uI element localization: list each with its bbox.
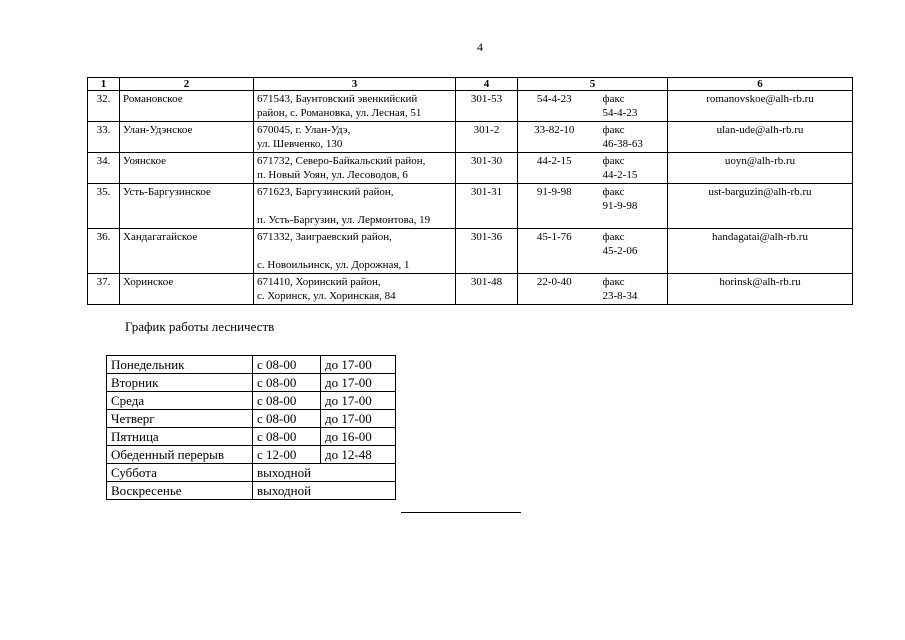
table-row [88,91,853,122]
schedule-day: Воскресенье [107,482,253,500]
schedule-day: Среда [107,392,253,410]
row-number: 34. [88,153,120,184]
email-address: uoyn@alh-rb.ru [668,153,853,184]
schedule-day: Понедельник [107,356,253,374]
schedule-value: выходной [253,464,396,482]
phone-number: 33-82-10 [518,122,591,153]
fax-label: факс [602,186,625,198]
schedule-value: выходной [253,482,396,500]
schedule-to: до 12-48 [321,446,396,464]
column-header: 5 [518,78,668,91]
schedule-from: с 12-00 [253,446,321,464]
address-line-1: 671332, Заиграевский район, [257,231,392,243]
column-header: 6 [668,78,853,91]
email-address: handagatai@alh-rb.ru [668,229,853,274]
phone-number: 45-1-76 [518,229,591,274]
schedule-from: с 08-00 [253,374,321,392]
forestry-name: Хандагатайское [120,229,254,274]
schedule-from: с 08-00 [253,428,321,446]
dial-code: 301-36 [456,229,518,274]
fax-cell [591,274,668,305]
fax-label: факс [602,155,625,167]
table-header-row [88,78,853,91]
fax-number: 54-4-23 [602,107,638,119]
schedule-to: до 17-00 [321,374,396,392]
table-row [88,122,853,153]
dial-code: 301-2 [456,122,518,153]
address-line-2: п. Усть-Баргузин, ул. Лермонтова, 19 [257,214,431,226]
row-number: 37. [88,274,120,305]
schedule-title: График работы лесничеств [125,319,275,334]
schedule-to: до 17-00 [321,410,396,428]
address-line-1: 670045, г. Улан-Удэ, [257,124,351,136]
email-address: ulan-ude@alh-rb.ru [668,122,853,153]
schedule-day: Пятница [107,428,253,446]
table-row [88,274,853,305]
forestry-name: Улан-Удэнское [120,122,254,153]
schedule-row [107,464,396,482]
schedule-row [107,428,396,446]
address-cell [254,122,456,153]
schedule-row [107,356,396,374]
schedule-to: до 16-00 [321,428,396,446]
forestry-name: Хоринское [120,274,254,305]
page-number: 4 [477,40,483,54]
fax-cell [591,122,668,153]
address-line-1: 671623, Баргузинский район, [257,186,394,198]
forestry-name: Усть-Баргузинское [120,184,254,229]
fax-cell [591,91,668,122]
row-number: 36. [88,229,120,274]
dial-code: 301-31 [456,184,518,229]
schedule-to: до 17-00 [321,392,396,410]
schedule-day: Вторник [107,374,253,392]
schedule-from: с 08-00 [253,410,321,428]
schedule-to: до 17-00 [321,356,396,374]
address-line-2: ул. Шевченко, 130 [257,138,343,150]
address-cell [254,184,456,229]
dial-code: 301-30 [456,153,518,184]
email-address: romanovskoe@alh-rb.ru [668,91,853,122]
fax-cell [591,184,668,229]
phone-number: 54-4-23 [518,91,591,122]
fax-label: факс [602,124,625,136]
row-number: 33. [88,122,120,153]
address-line-1: 671543, Баунтовский эвенкийский [257,93,418,105]
schedule-row [107,374,396,392]
fax-number: 46-38-63 [602,138,643,150]
email-address: ust-barguzin@alh-rb.ru [668,184,853,229]
divider-line [401,512,521,513]
fax-cell [591,229,668,274]
phone-number: 44-2-15 [518,153,591,184]
column-header: 2 [120,78,254,91]
address-cell [254,91,456,122]
schedule-row [107,392,396,410]
address-cell [254,274,456,305]
fax-label: факс [602,93,625,105]
dial-code: 301-48 [456,274,518,305]
schedule-row [107,482,396,500]
column-header: 4 [456,78,518,91]
schedule-from: с 08-00 [253,356,321,374]
address-line-2: район, с. Романовка, ул. Лесная, 51 [257,107,422,119]
forestry-name: Романовское [120,91,254,122]
address-line-2: с. Хоринск, ул. Хоринская, 84 [257,290,396,302]
address-cell [254,229,456,274]
phone-number: 22-0-40 [518,274,591,305]
forestry-contacts-table [87,77,853,305]
address-line-1: 671732, Северо-Байкальский район, [257,155,426,167]
schedule-day: Четверг [107,410,253,428]
phone-number: 91-9-98 [518,184,591,229]
fax-number: 23-8-34 [602,290,638,302]
schedule-day: Суббота [107,464,253,482]
row-number: 35. [88,184,120,229]
fax-label: факс [602,276,625,288]
fax-number: 45-2-06 [602,245,638,257]
table-row [88,229,853,274]
table-row [88,184,853,229]
address-line-2: п. Новый Уоян, ул. Лесоводов, 6 [257,169,408,181]
forestry-name: Уоянское [120,153,254,184]
schedule-from: с 08-00 [253,392,321,410]
table-row [88,153,853,184]
schedule-row [107,446,396,464]
fax-number: 44-2-15 [602,169,638,181]
column-header: 1 [88,78,120,91]
column-header: 3 [254,78,456,91]
address-line-2: с. Новоильинск, ул. Дорожная, 1 [257,259,410,271]
schedule-table [106,355,396,500]
dial-code: 301-53 [456,91,518,122]
schedule-row [107,410,396,428]
fax-cell [591,153,668,184]
row-number: 32. [88,91,120,122]
fax-number: 91-9-98 [602,200,638,212]
fax-label: факс [602,231,625,243]
schedule-day: Обеденный перерыв [107,446,253,464]
address-line-1: 671410, Хоринский район, [257,276,381,288]
address-cell [254,153,456,184]
email-address: horinsk@alh-rb.ru [668,274,853,305]
